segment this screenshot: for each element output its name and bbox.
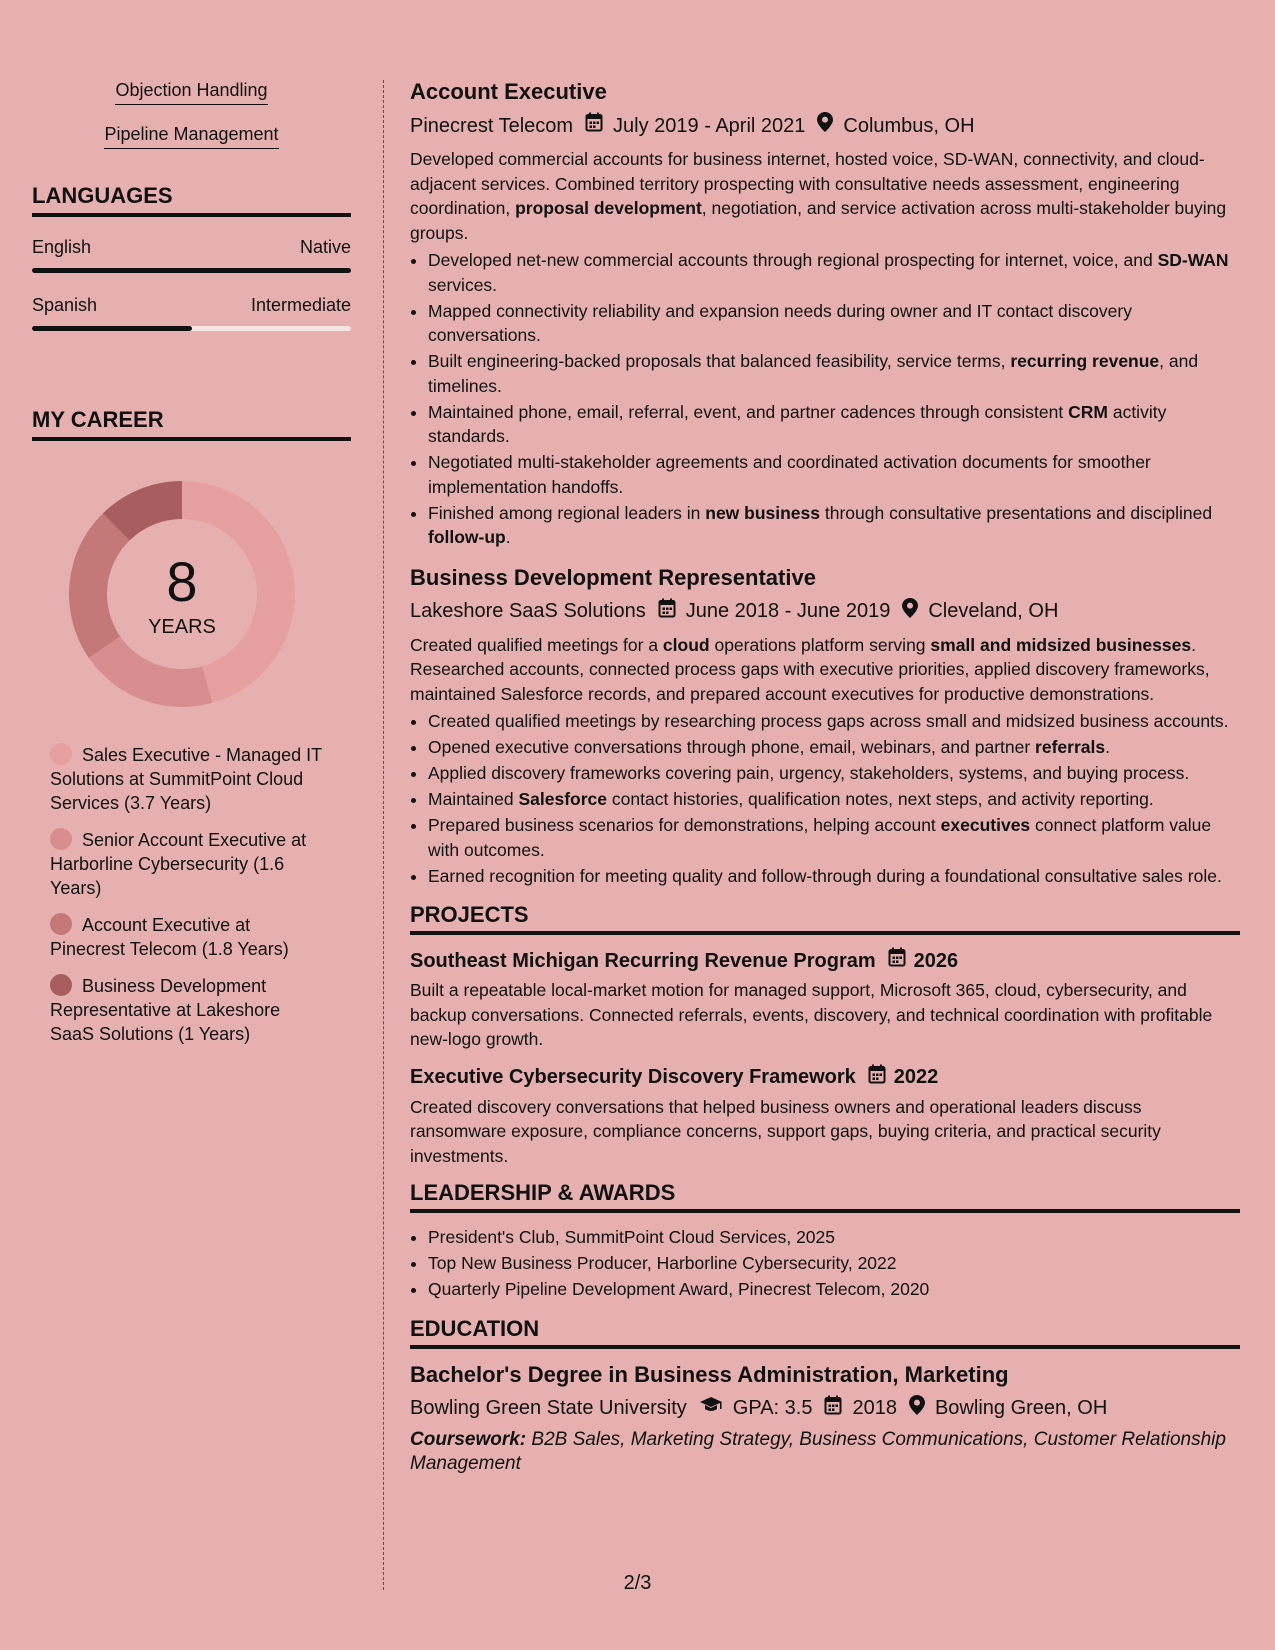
language-level: Intermediate	[250, 295, 351, 315]
job-bullet: • Maintained phone, email, referral, event, and partner cadences through consistent CRM activity standards.	[428, 400, 1240, 449]
company-name: Lakeshore SaaS Solutions	[410, 600, 646, 622]
calendar-icon	[658, 598, 676, 625]
gpa: GPA: 3.5	[732, 1397, 813, 1419]
project-name: Southeast Michigan Recurring Revenue Program	[410, 949, 876, 972]
job-meta	[410, 598, 1240, 625]
job-dates: June 2018 - June 2019	[685, 600, 891, 622]
awards-list	[410, 1225, 1240, 1302]
project-year: 2026	[913, 949, 959, 972]
map-pin-icon	[817, 112, 833, 139]
career-heading: MY CAREER	[32, 407, 351, 441]
education-location: Bowling Green, OH	[934, 1397, 1108, 1419]
job-location: Cleveland, OH	[928, 600, 1059, 622]
map-pin-icon	[909, 1395, 925, 1422]
language-item	[32, 237, 351, 273]
award-item: • President's Club, SummitPoint Cloud Services, 2025	[428, 1225, 1240, 1250]
job-summary: Created qualified meetings for a cloud operations platform serving small and midsized businesses. Researched accounts, connected process gaps with executive priorities, applied discovery frameworks, maintained Salesforce records, and prepared account executives for productive demonstrations.	[410, 634, 1210, 704]
skill-label: Objection Handling	[115, 80, 267, 105]
project-name: Executive Cybersecurity Discovery Framework	[410, 1066, 856, 1088]
education-heading: EDUCATION	[410, 1316, 1240, 1349]
graduation-cap-icon	[699, 1395, 723, 1421]
project-title-row	[410, 947, 1240, 974]
job-meta	[410, 112, 1240, 139]
sidebar	[32, 80, 351, 1059]
career-legend-label: Account Executive at Pinecrest Telecom (1.8 Years)	[50, 915, 289, 959]
legend-swatch	[50, 743, 72, 765]
job-location: Columbus, OH	[843, 114, 975, 137]
project-title-row	[410, 1064, 1240, 1091]
coursework-list: B2B Sales, Marketing Strategy, Business Communications, Customer Relationship Management	[410, 1428, 1226, 1474]
school-name: Bowling Green State University	[410, 1397, 687, 1419]
coursework	[410, 1428, 1240, 1476]
job-bullet: • Earned recognition for meeting quality and follow-through during a foundational consultative sales role.	[428, 864, 1240, 889]
calendar-icon	[824, 1395, 842, 1422]
award-item: • Top New Business Producer, Harborline Cybersecurity, 2022	[428, 1251, 1240, 1276]
job-title: Business Development Representative	[410, 564, 816, 590]
job-bullet: • Prepared business scenarios for demonstrations, helping account executives connect platform value with outcomes.	[428, 813, 1240, 862]
career-legend-label: Senior Account Executive at Harborline Cybersecurity (1.6 Years)	[50, 830, 307, 898]
language-bar-fill	[32, 268, 351, 273]
job-bullet: • Maintained Salesforce contact histories, qualification notes, next steps, and activity reporting.	[428, 787, 1240, 812]
job-bullets	[410, 248, 1240, 550]
page-number: 2/3	[623, 1572, 652, 1594]
career-total-years: 8	[166, 549, 198, 613]
degree-title: Bachelor's Degree in Business Administration, Marketing	[410, 1361, 1009, 1387]
projects-heading: PROJECTS	[410, 902, 1240, 935]
experience-section	[410, 78, 1240, 888]
skill-tag	[32, 124, 351, 149]
project-entry	[410, 1064, 1240, 1169]
main-content	[410, 78, 1240, 1476]
job-bullet: • Mapped connectivity reliability and expansion needs during owner and IT contact discovery conversations.	[428, 299, 1240, 348]
language-level: Native	[299, 237, 351, 257]
career-legend	[32, 743, 351, 1046]
project-entry	[410, 947, 1240, 1052]
experience-entry	[410, 564, 1240, 889]
project-year: 2022	[893, 1066, 939, 1088]
job-bullet: • Applied discovery frameworks covering pain, urgency, stakeholders, systems, and buying process.	[428, 761, 1240, 786]
career-legend-label: Sales Executive - Managed IT Solutions at SummitPoint Cloud Services (3.7 Years)	[50, 745, 322, 813]
legend-swatch	[50, 913, 72, 935]
language-name: Spanish	[32, 295, 98, 315]
company-name: Pinecrest Telecom	[410, 114, 574, 137]
legend-swatch	[50, 974, 72, 996]
experience-entry	[410, 78, 1240, 550]
calendar-icon	[888, 947, 906, 974]
language-bar	[32, 268, 351, 273]
job-bullets	[410, 709, 1240, 888]
skill-label: Pipeline Management	[104, 124, 278, 149]
languages-heading: LANGUAGES	[32, 183, 351, 217]
projects-list	[410, 947, 1240, 1168]
job-title: Account Executive	[410, 79, 607, 104]
language-bar	[32, 326, 351, 331]
calendar-icon	[868, 1064, 886, 1091]
career-legend-label: Business Development Representative at Lakeshore SaaS Solutions (1 Years)	[50, 976, 281, 1044]
coursework-label: Coursework:	[410, 1428, 527, 1450]
job-bullet: • Negotiated multi-stakeholder agreements and coordinated activation documents for smoother implementation handoffs.	[428, 450, 1240, 499]
job-dates: July 2019 - April 2021	[613, 114, 806, 137]
column-divider	[383, 80, 384, 1590]
legend-swatch	[50, 828, 72, 850]
career-legend-item	[50, 743, 325, 815]
career-legend-item	[50, 828, 325, 900]
project-description: Built a repeatable local-market motion for managed support, Microsoft 365, cloud, cybersecurity, and backup conversations. Connected referrals, events, discovery, and technical coordination with profitable new-logo growth.	[410, 980, 1213, 1049]
project-description: Created discovery conversations that helped business owners and operational leaders discuss ransomware exposure, compliance concerns, support gaps, buying criteria, and practical security investments.	[410, 1096, 1161, 1166]
career-legend-item	[50, 974, 325, 1046]
map-pin-icon	[902, 598, 918, 625]
calendar-icon	[585, 112, 603, 139]
job-bullet: • Developed net-new commercial accounts through regional prospecting for internet, voice, and SD-WAN services.	[428, 248, 1240, 297]
language-item	[32, 295, 351, 331]
education-entry	[410, 1361, 1240, 1476]
career-legend-item	[50, 913, 325, 961]
graduation-year: 2018	[852, 1397, 897, 1419]
education-meta	[410, 1395, 1240, 1422]
career-donut-chart	[67, 479, 297, 709]
award-item: • Quarterly Pipeline Development Award, Pinecrest Telecom, 2020	[428, 1277, 1240, 1302]
language-name: English	[32, 237, 92, 257]
job-bullet: • Created qualified meetings by researching process gaps across small and midsized business accounts.	[428, 709, 1240, 734]
career-total-unit: YEARS	[148, 615, 216, 638]
job-bullet: • Built engineering-backed proposals that balanced feasibility, service terms, recurring revenue, and timelines.	[428, 349, 1240, 398]
skill-tag	[32, 80, 351, 105]
awards-heading: LEADERSHIP & AWARDS	[410, 1180, 1240, 1213]
language-bar-fill	[32, 326, 192, 331]
job-summary: Developed commercial accounts for business internet, hosted voice, SD-WAN, connectivity, and cloud-adjacent services. Combined territory prospecting with consultative needs assessment, engineering coordination, proposal development, negotiation, and service activation across multi-stakeholder buying groups.	[410, 149, 1227, 243]
job-bullet: • Finished among regional leaders in new business through consultative presentations and disciplined follow-up.	[428, 501, 1240, 550]
job-bullet: • Opened executive conversations through phone, email, webinars, and partner referrals.	[428, 735, 1240, 760]
